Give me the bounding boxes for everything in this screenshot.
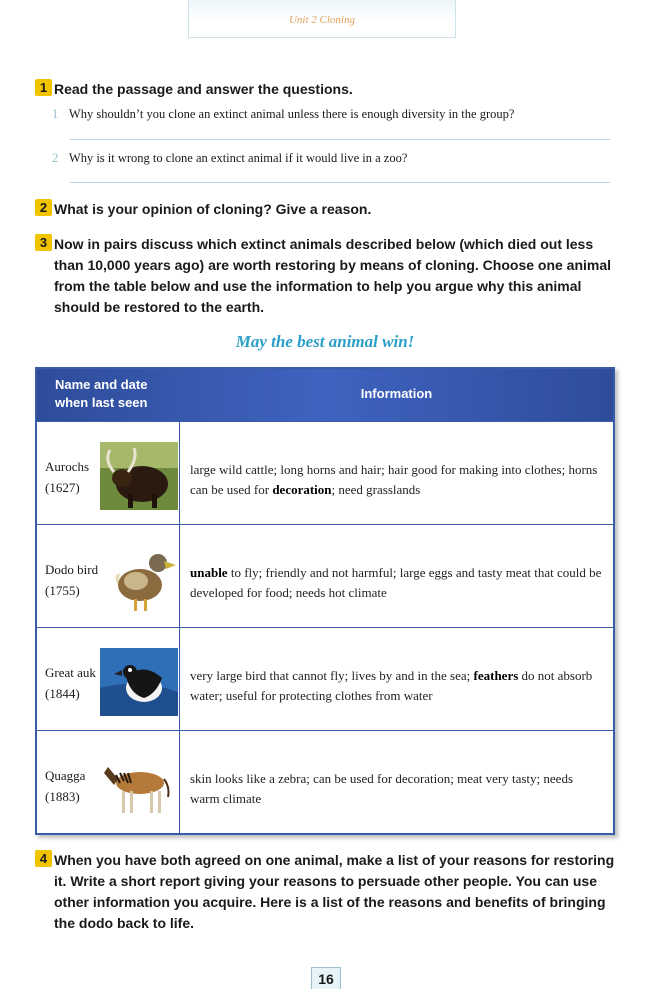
header-name-date: Name and date when last seen	[55, 377, 148, 410]
animal-name: Quagga	[45, 768, 86, 783]
unit-header-tab	[188, 0, 456, 38]
quagga-image	[100, 751, 178, 819]
task-text: Read the passage and answer the questions.	[54, 81, 353, 97]
animal-info: unable to fly; friendly and not harmful; large eggs and tasty meat that could be developed for food; needs hot climate	[190, 565, 602, 600]
table-row	[37, 730, 613, 833]
task-3	[35, 234, 617, 318]
aurochs-image	[100, 442, 178, 510]
answer-line-2[interactable]	[70, 182, 610, 183]
animal-year: (1844)	[45, 686, 80, 701]
table-row	[37, 627, 613, 730]
table-subtitle: May the best animal win!	[235, 332, 415, 351]
task-number-badge: 1	[35, 79, 52, 96]
table-header	[37, 369, 613, 421]
task-text: Now in pairs discuss which extinct animals described below (which died out less than 10,000 years ago) are worth restoring by means of cloning. Choose one animal from the table below and use the information to help you argue why this animal should be restored to the earth.	[54, 236, 612, 315]
animal-name-date	[45, 662, 96, 704]
question-2	[52, 151, 612, 166]
question-text: Why is it wrong to clone an extinct animal if it would live in a zoo?	[68, 151, 408, 165]
extinct-animals-table	[35, 367, 615, 835]
question-text: Why shouldn’t you clone an extinct animal unless there is enough diversity in the group?	[68, 107, 515, 121]
animal-name-date	[45, 456, 89, 498]
unit-title: Unit 2 Cloning	[288, 14, 355, 26]
task-number-badge: 3	[35, 234, 52, 251]
question-number: 1	[52, 107, 59, 121]
task-number-badge: 4	[35, 850, 52, 867]
animal-name: Great auk	[45, 665, 96, 680]
animal-name: Aurochs	[45, 459, 90, 474]
animal-name: Dodo bird	[45, 562, 99, 577]
question-1	[52, 107, 612, 122]
task-4	[35, 850, 617, 934]
task-text: What is your opinion of cloning? Give a reason.	[54, 201, 372, 217]
task-number-badge: 2	[35, 199, 52, 216]
animal-name-date	[45, 765, 85, 807]
animal-year: (1755)	[45, 583, 80, 598]
answer-line-1[interactable]	[70, 139, 610, 140]
great-auk-image	[100, 648, 178, 716]
animal-name-date	[45, 559, 98, 601]
task-text: When you have both agreed on one animal, make a list of your reasons for restoring it. Write a short report giving your reasons to persuade other people. You can use other information you acquire. Here is a list of the reasons and benefits of bringing the dodo back to life.	[54, 852, 615, 931]
page-number: 16	[311, 967, 341, 989]
question-number: 2	[52, 151, 59, 165]
header-information: Information	[360, 386, 433, 401]
task-1	[35, 79, 617, 100]
dodo-image	[100, 545, 178, 613]
animal-info: skin looks like a zebra; can be used for decoration; meat very tasty; needs warm climate	[190, 771, 574, 806]
animal-year: (1883)	[45, 789, 80, 804]
animal-info: very large bird that cannot fly; lives by and in the sea; feathers do not absorb water; useful for protecting clothes from water	[190, 668, 593, 703]
animal-year: (1627)	[45, 480, 80, 495]
table-row	[37, 524, 613, 627]
table-row	[37, 421, 613, 524]
animal-info: large wild cattle; long horns and hair; hair good for making into clothes; horns can be used for decoration; need grasslands	[190, 462, 598, 497]
task-2	[35, 199, 617, 220]
